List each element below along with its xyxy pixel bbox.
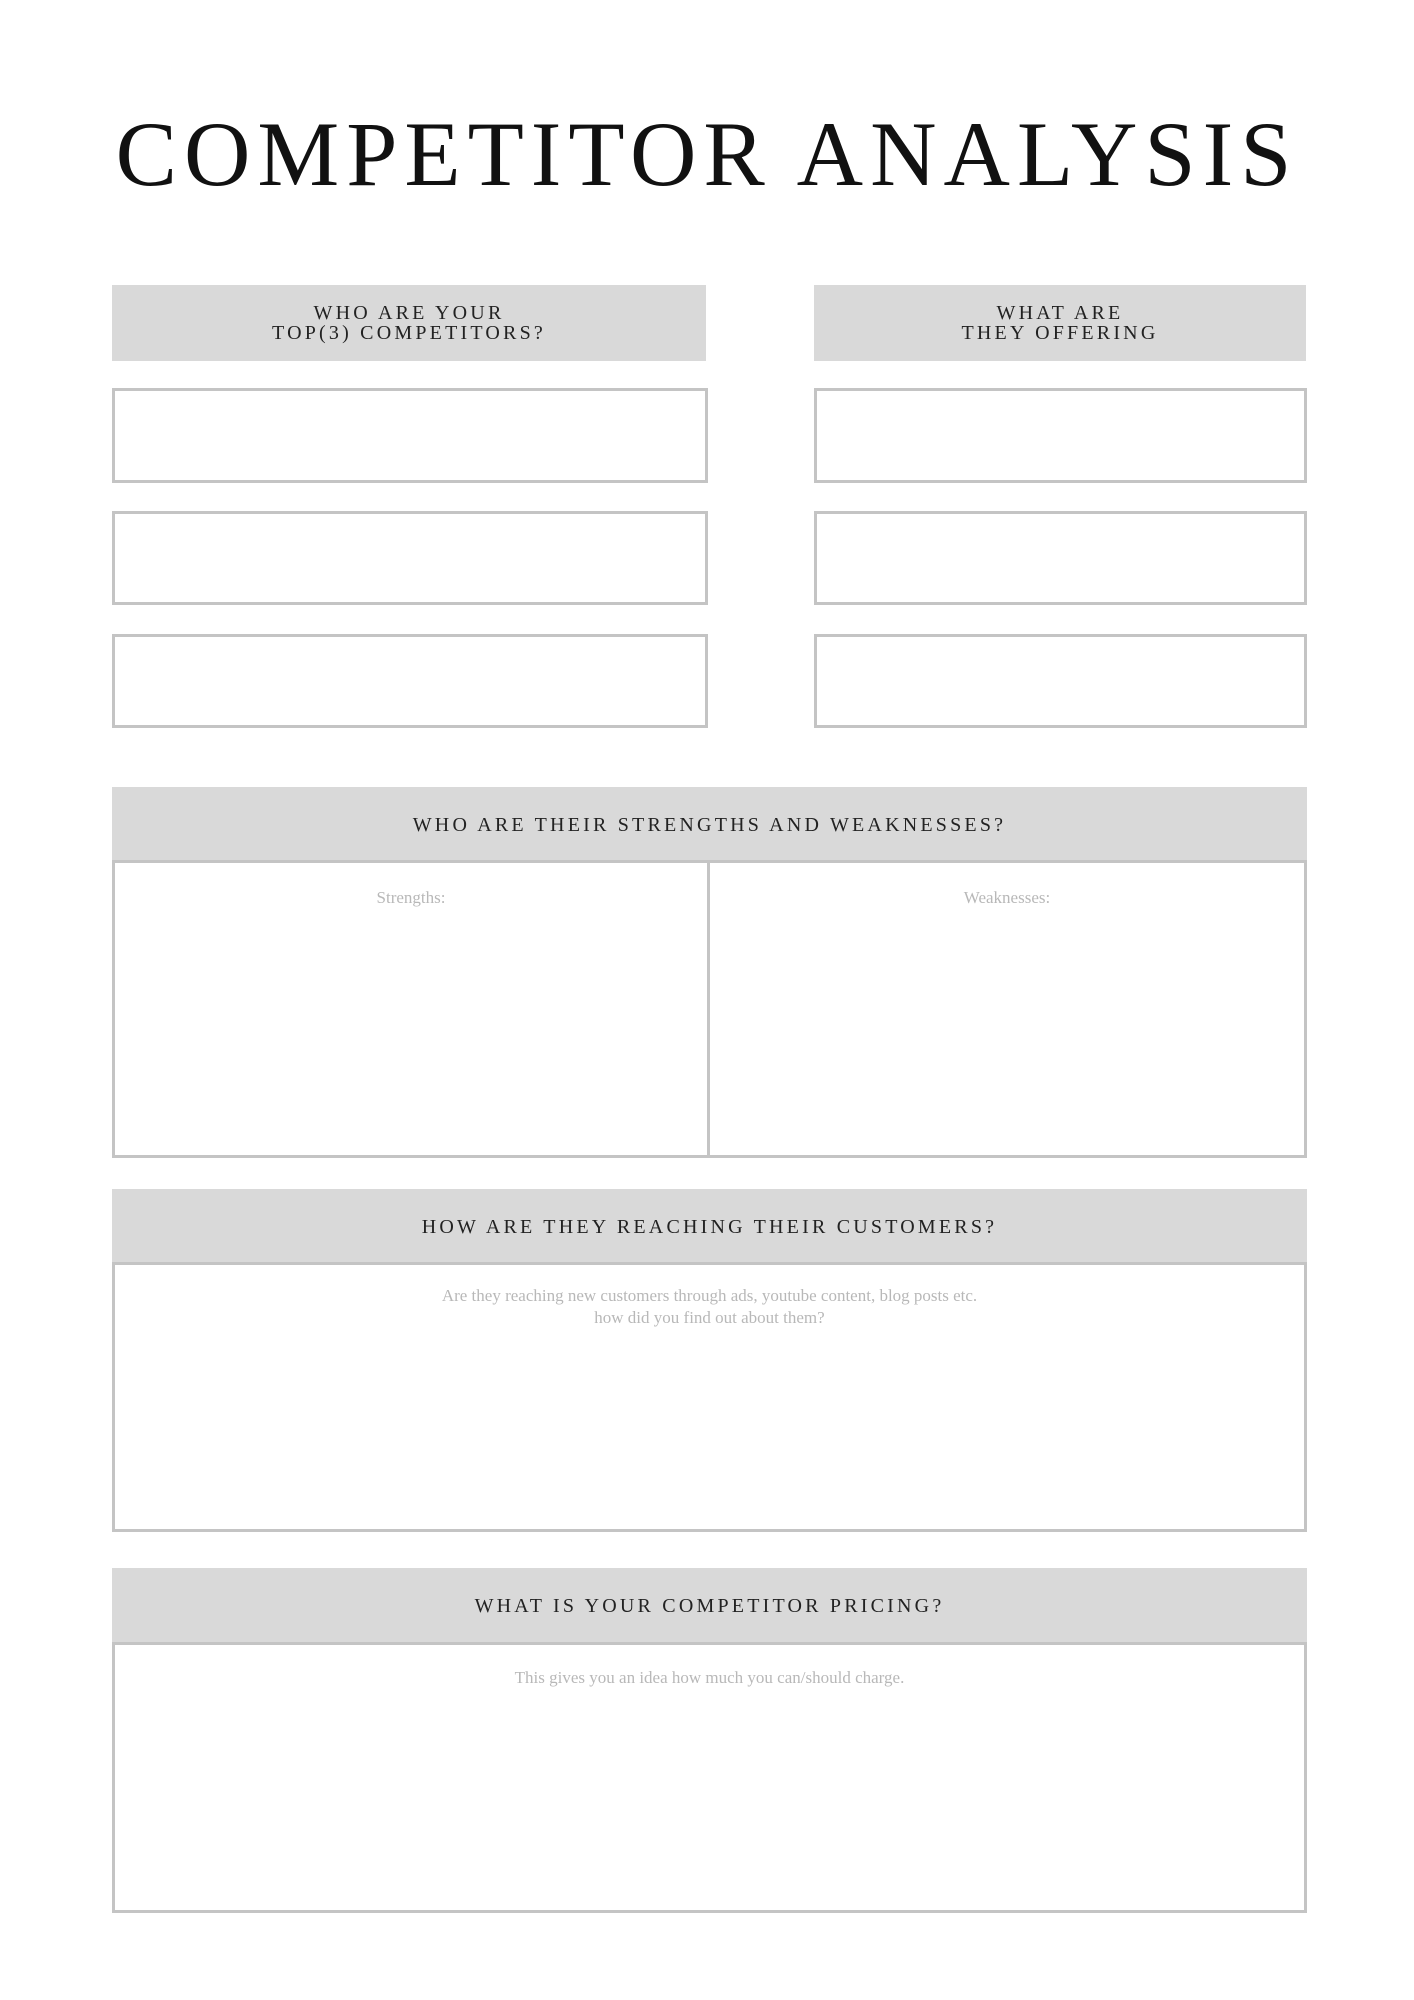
pricing-header-label: WHAT IS YOUR COMPETITOR PRICING?: [474, 1595, 945, 1617]
reach-field[interactable]: [112, 1262, 1307, 1532]
reach-header-label: HOW ARE THEY REACHING THEIR CUSTOMERS?: [421, 1215, 998, 1238]
offering-header-label: WHAT ARE THEY OFFERING: [961, 302, 1159, 344]
competitor-1-field[interactable]: [112, 388, 708, 483]
strengths-weaknesses-header-label: WHO ARE THEIR STRENGTHS AND WEAKNESSES?: [412, 813, 1007, 836]
strengths-weaknesses-header: [112, 787, 1307, 862]
offering-header: [814, 285, 1306, 361]
offering-2-field[interactable]: [814, 511, 1307, 605]
reach-header: [112, 1189, 1307, 1264]
reach-hint: Are they reaching new customers through ads, youtube content, blog posts etc. how did you find out about them?: [441, 1286, 978, 1327]
competitor-3-field[interactable]: [112, 634, 708, 728]
competitors-header-label: WHO ARE YOUR TOP(3) COMPETITORS?: [272, 302, 546, 344]
strengths-field[interactable]: [112, 860, 710, 1158]
pricing-header: [112, 1568, 1307, 1644]
competitors-header: [112, 285, 706, 361]
offering-3-field[interactable]: [814, 634, 1307, 728]
pricing-hint: This gives you an idea how much you can/should charge.: [514, 1668, 905, 1687]
pricing-field[interactable]: [112, 1642, 1307, 1913]
strengths-label: Strengths:: [376, 888, 446, 907]
offering-1-field[interactable]: [814, 388, 1307, 483]
page-title: COMPETITOR ANALYSIS: [115, 103, 1299, 205]
weaknesses-label: Weaknesses:: [963, 888, 1051, 907]
weaknesses-field[interactable]: [707, 860, 1307, 1158]
competitor-2-field[interactable]: [112, 511, 708, 605]
